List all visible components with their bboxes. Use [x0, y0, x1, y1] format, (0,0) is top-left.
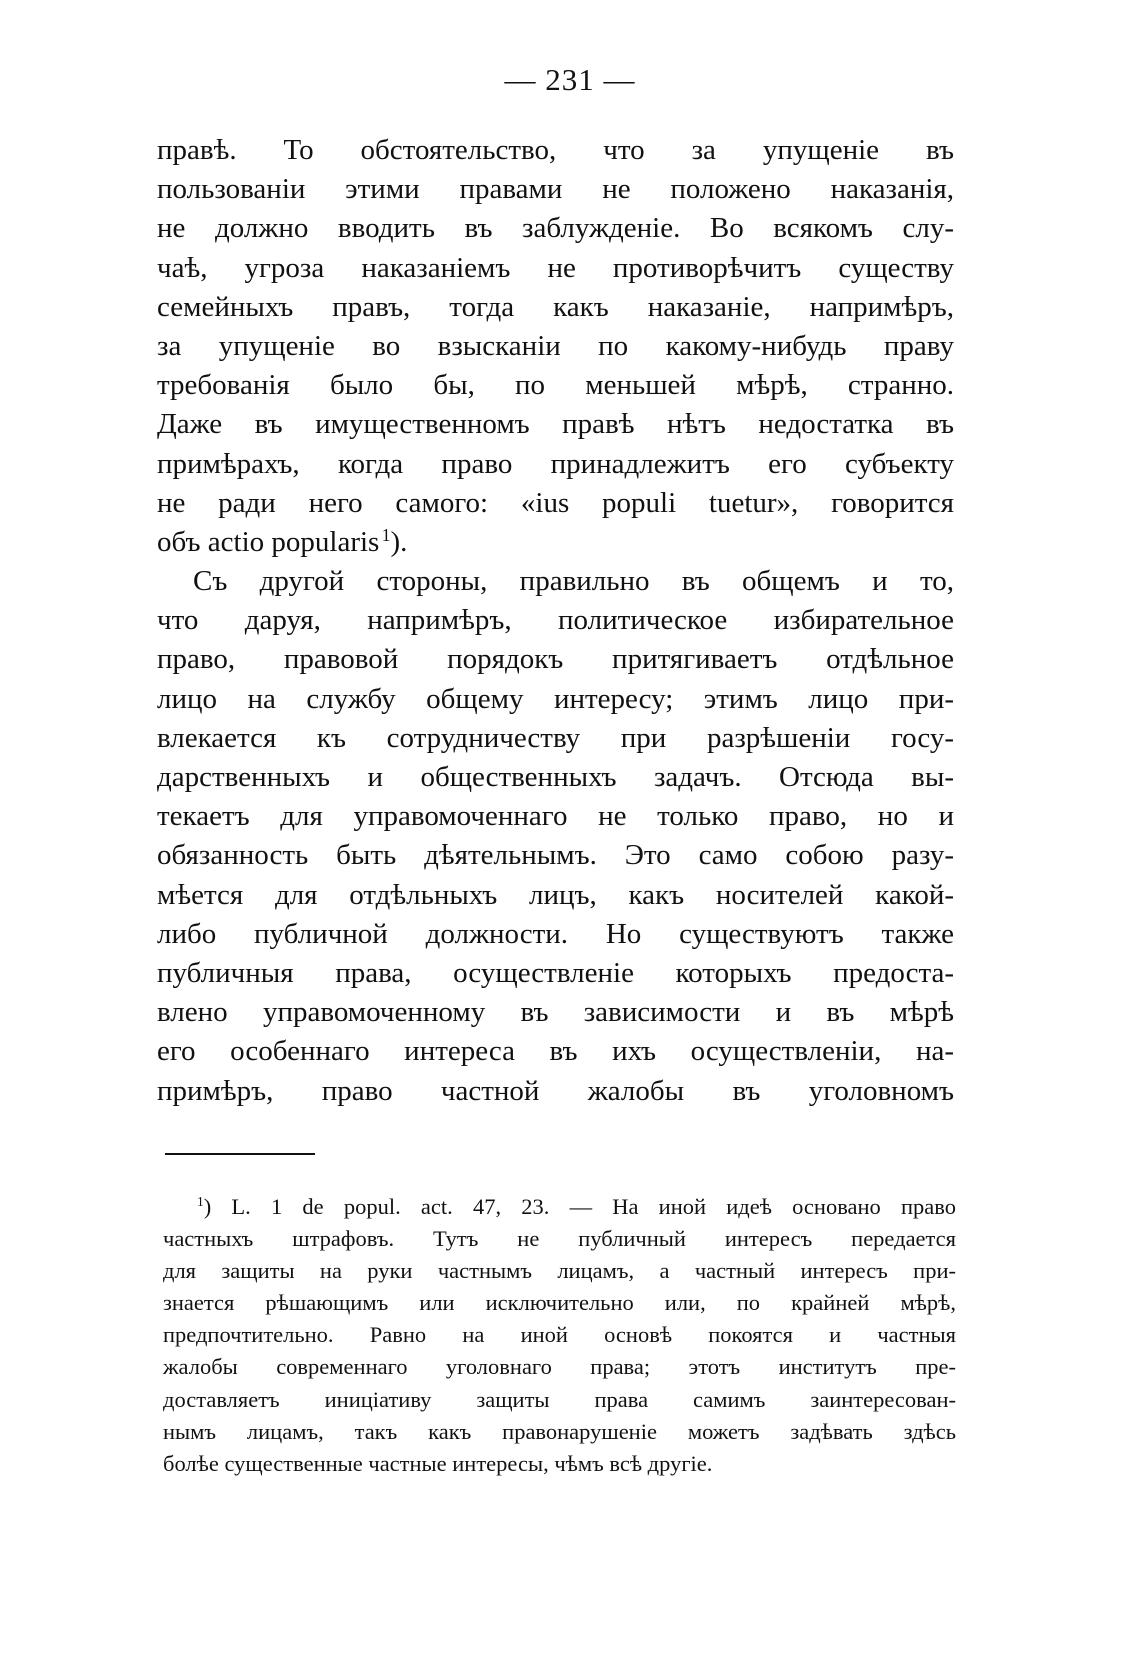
- text-line: право, правовой порядокъ притягиваетъ отдѣльное: [157, 643, 954, 676]
- footnote-reference: 1: [381, 524, 391, 545]
- footnote-line: [163, 1191, 956, 1223]
- text-line: влено управомоченному въ зависимости и въ мѣрѣ: [157, 996, 954, 1029]
- footnote-divider: [165, 1153, 315, 1155]
- text-line: текаетъ для управомоченнаго не только право, но и: [157, 800, 954, 833]
- footnote-line: частныхъ штрафовъ. Тутъ не публичный интересъ передается: [163, 1226, 956, 1252]
- footnote-line: нымъ лицамъ, такъ какъ правонарушеніе можетъ задѣвать здѣсь: [163, 1418, 956, 1444]
- footnote-reference-close: ).: [390, 525, 408, 558]
- text-line: что даруя, напримѣръ, политическое избирательное: [157, 604, 954, 637]
- text-line: дарственныхъ и общественныхъ задачъ. Отсюда вы-: [157, 761, 954, 793]
- text-fragment: объ actio popularis: [157, 525, 380, 558]
- text-line: либо публичной должности. Но существуютъ также: [157, 917, 954, 950]
- footnote-line: для защиты на руки частнымъ лицамъ, а частный интересъ при-: [163, 1258, 956, 1284]
- footnote-line: болѣе существенные частные интересы, чѣмъ всѣ другіе.: [163, 1450, 713, 1476]
- text-line: Даже въ имущественномъ правѣ нѣтъ недостатка въ: [157, 408, 954, 441]
- text-line: влекается къ сотрудничеству при разрѣшеніи госу-: [157, 721, 954, 754]
- footnote-text: ) L. 1 de popul. act. 47, 23. — На иной идеѣ основано право: [203, 1194, 956, 1219]
- text-line: мѣется для отдѣльныхъ лицъ, какъ носителей какой-: [157, 878, 954, 911]
- text-line: публичныя права, осуществленіе которыхъ предоста-: [157, 956, 954, 989]
- text-line: лицо на службу общему интересу; этимъ лицо при-: [157, 682, 954, 715]
- footnote-line: предпочтительно. Равно на иной основѣ покоятся и частныя: [163, 1322, 956, 1348]
- text-line-with-footnote-ref: [157, 523, 954, 562]
- text-line: чаѣ, угроза наказаніемъ не противорѣчитъ существу: [157, 251, 954, 284]
- text-line: Съ другой стороны, правильно въ общемъ и то,: [193, 565, 954, 598]
- text-line: его особеннаго интереса въ ихъ осуществленіи, на-: [157, 1035, 954, 1068]
- text-line: требованія было бы, по меньшей мѣрѣ, странно.: [157, 369, 954, 402]
- main-text: [157, 131, 954, 1111]
- text-line: примѣръ, право частной жалобы въ уголовномъ: [157, 1074, 954, 1107]
- footnote: [163, 1191, 956, 1480]
- text-line: правѣ. То обстоятельство, что за упущеніе въ: [157, 134, 954, 166]
- text-line: за упущеніе во взысканіи по какому-нибудь праву: [157, 329, 954, 362]
- footnote-marker: 1: [197, 1194, 204, 1209]
- footnote-line: знается рѣшающимъ или исключительно или, по крайней мѣрѣ,: [163, 1290, 956, 1316]
- text-line: примѣрахъ, когда право принадлежитъ его субъекту: [157, 447, 954, 480]
- text-line: пользованіи этими правами не положено наказанія,: [157, 173, 954, 206]
- footnote-line: жалобы современнаго уголовнаго права; этотъ институтъ пре-: [163, 1354, 956, 1380]
- text-line: семейныхъ правъ, тогда какъ наказаніе, напримѣръ,: [157, 290, 954, 323]
- page-number: — 231 —: [504, 62, 636, 97]
- text-line: обязанность быть дѣятельнымъ. Это само собою разу-: [157, 839, 954, 872]
- text-line: не ради него самого: «ius populi tuetur», говорится: [157, 486, 954, 519]
- footnote-line: доставляетъ иниціативу защиты права самимъ заинтересован-: [163, 1386, 956, 1412]
- text-line: не должно вводить въ заблужденіе. Во всякомъ слу-: [157, 212, 954, 245]
